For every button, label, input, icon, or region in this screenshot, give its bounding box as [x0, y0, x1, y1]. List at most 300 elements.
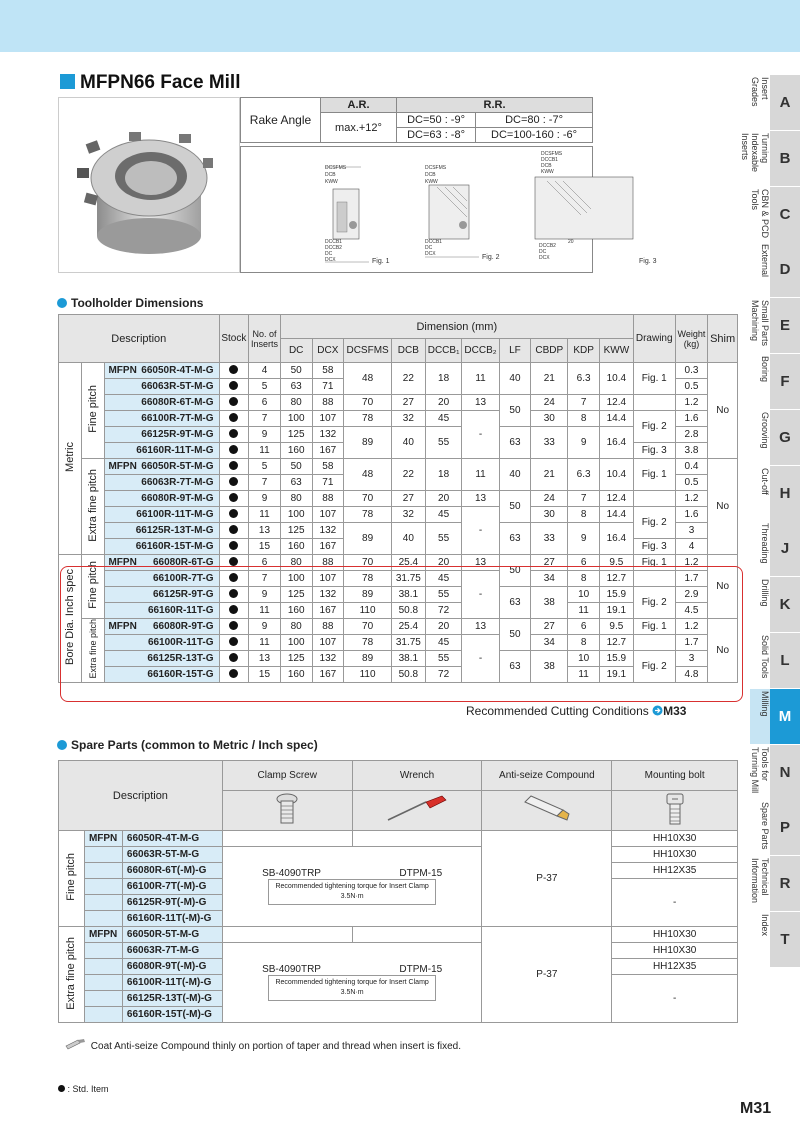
- fig3-label: KWW: [541, 169, 554, 175]
- table-row: [59, 619, 738, 635]
- fig2-label: DCSFMS: [425, 165, 447, 171]
- col-dcb: DCB: [391, 339, 425, 363]
- item-code: 66160R-15T-G: [105, 667, 219, 683]
- stock-indicator: [219, 475, 249, 491]
- group-label: Extra fine pitch: [88, 619, 99, 679]
- std-item-icon: [229, 413, 238, 422]
- screw-code: SB-4090TRP: [262, 964, 321, 975]
- clamp-screw-cell: [222, 847, 482, 927]
- dimension-value: 12.7: [599, 635, 633, 651]
- ar-value: max.+12°: [321, 113, 397, 143]
- dcx-value: 167: [312, 603, 344, 619]
- bullet-icon: [57, 740, 67, 750]
- group-inch: [59, 555, 82, 683]
- side-tab-label: Tools for Turning Mill: [750, 746, 770, 793]
- dimension-value: 13: [462, 555, 499, 571]
- std-item-icon: [229, 621, 238, 630]
- dimension-value: 22: [391, 459, 425, 491]
- weight-value: 4.8: [675, 667, 708, 683]
- stock-indicator: [219, 427, 249, 443]
- item-code: 66100R-7T-M-G: [105, 411, 219, 427]
- dimension-value: 10: [568, 587, 600, 603]
- side-tab-m[interactable]: [750, 689, 800, 745]
- group-label: Fine pitch: [87, 561, 100, 609]
- legend: [58, 1084, 109, 1094]
- side-tab-b[interactable]: [740, 131, 800, 187]
- title-marker-icon: [60, 74, 75, 89]
- dimension-value: 50: [499, 555, 531, 587]
- spare-section-title: [57, 738, 318, 752]
- dimension-value: 14.4: [599, 411, 633, 427]
- side-tab-a[interactable]: [750, 75, 800, 131]
- dimension-value: 38: [531, 651, 568, 683]
- col-shim: Shim: [708, 315, 738, 363]
- dcx-value: 167: [312, 539, 344, 555]
- dc-value: 100: [280, 411, 312, 427]
- side-tab-label: Technical Information: [750, 858, 770, 904]
- rr-value: DC=100-160 : -6°: [476, 128, 593, 143]
- recommended-ref: M33: [663, 704, 687, 718]
- dimension-value: 50: [499, 619, 531, 651]
- dimension-value: 78: [344, 411, 392, 427]
- dimension-value: 18: [425, 459, 462, 491]
- table-row: [59, 847, 738, 863]
- dimension-value: 45: [425, 635, 462, 651]
- side-tab-label: Cut-off: [760, 467, 770, 495]
- side-tab-l[interactable]: [750, 633, 800, 689]
- std-item-icon: [58, 1085, 65, 1092]
- fig1-label: DCX: [325, 257, 336, 263]
- item-code: 66160R-15T-M-G: [105, 539, 219, 555]
- dimension-value: 63: [499, 427, 531, 459]
- dc-value: 125: [280, 587, 312, 603]
- bolt-value: HH10X30: [612, 847, 738, 863]
- side-tab-p[interactable]: [750, 800, 800, 856]
- dimension-value: 10: [568, 651, 600, 667]
- dimension-value: 45: [425, 507, 462, 523]
- fig3-label: DCCB1: [541, 157, 558, 163]
- dimension-value: 34: [531, 571, 568, 587]
- dimension-value: 63: [499, 587, 531, 619]
- rake-angle-table: [240, 97, 593, 143]
- table-row: [59, 943, 738, 959]
- col-dccb1: DCCB₁: [425, 339, 462, 363]
- std-item-icon: [229, 669, 238, 678]
- torque-text: Recommended tightening torque for Insert Clamp: [275, 979, 429, 986]
- side-tab-letter: P: [770, 800, 800, 855]
- stock-indicator: [219, 443, 249, 459]
- clamp-screw-icon: [222, 791, 352, 831]
- dimension-value: 20: [425, 395, 462, 411]
- series-prefix-empty: [84, 879, 122, 895]
- item-code: 66063R-5T-M-G: [105, 379, 219, 395]
- side-tab-n[interactable]: [750, 745, 800, 801]
- weight-value: 0.5: [675, 379, 708, 395]
- item-code: 66063R-7T-M-G: [122, 943, 222, 959]
- bolt-value: -: [612, 975, 738, 1023]
- wrench-empty: [352, 831, 482, 847]
- item-code: [105, 555, 219, 571]
- dimension-value: 25.4: [391, 619, 425, 635]
- dimension-value: 40: [391, 523, 425, 555]
- dcx-value: 132: [312, 651, 344, 667]
- code-text: 66080R-6T-G: [152, 557, 214, 568]
- dccb2-value: -: [462, 635, 499, 683]
- weight-value: 1.6: [675, 411, 708, 427]
- inserts-count: 6: [249, 555, 281, 571]
- side-tab-label: Small Parts Machining: [750, 300, 770, 347]
- arrow-circle-icon: [652, 705, 663, 716]
- compound-code: P-37: [536, 873, 558, 884]
- inserts-count: 9: [249, 491, 281, 507]
- weight-value: 0.5: [675, 475, 708, 491]
- dcx-value: 58: [312, 459, 344, 475]
- dc-value: 100: [280, 571, 312, 587]
- clamp-screw-cell: [222, 943, 482, 1023]
- dc-value: 160: [280, 603, 312, 619]
- torque-text: Recommended tightening torque for Insert Clamp: [275, 883, 429, 890]
- dc-value: 100: [280, 507, 312, 523]
- section-label: Spare Parts (common to Metric / Inch spec): [71, 738, 318, 752]
- face-mill-icon: [59, 98, 239, 272]
- compound-cell: [482, 831, 612, 927]
- dc-value: 160: [280, 667, 312, 683]
- inserts-count: 15: [249, 667, 281, 683]
- ar-header: A.R.: [321, 98, 397, 113]
- inserts-count: 5: [249, 379, 281, 395]
- group-label: Metric: [64, 442, 77, 472]
- bolt-value: HH10X30: [612, 943, 738, 959]
- series-prefix: MFPN: [84, 927, 122, 943]
- side-tab-letter: K: [770, 577, 800, 632]
- item-code: 66080R-9T(-M)-G: [122, 959, 222, 975]
- drawing-ref: Fig. 1: [633, 555, 675, 571]
- dcx-value: 58: [312, 363, 344, 379]
- dcx-value: 88: [312, 395, 344, 411]
- drawing-ref: Fig. 1: [633, 363, 675, 395]
- title-text: MFPN66 Face Mill: [80, 72, 241, 93]
- dc-value: 63: [280, 475, 312, 491]
- inserts-count: 13: [249, 651, 281, 667]
- drawing-ref: [633, 395, 675, 411]
- dimension-value: 45: [425, 571, 462, 587]
- dcx-value: 132: [312, 587, 344, 603]
- col-description: Description: [59, 315, 220, 363]
- stock-indicator: [219, 507, 249, 523]
- item-code: 66080R-6T(-M)-G: [122, 863, 222, 879]
- code-text: 66050R-4T-M-G: [141, 365, 214, 376]
- page-number: M31: [740, 1100, 772, 1117]
- col-drawing: Drawing: [633, 315, 675, 363]
- legend-text: : Std. Item: [67, 1084, 109, 1094]
- std-item-icon: [229, 541, 238, 550]
- toolholder-section-title: [57, 296, 203, 310]
- weight-value: 4: [675, 539, 708, 555]
- dimension-value: 32: [391, 411, 425, 427]
- dc-value: 125: [280, 651, 312, 667]
- fig1-label: DCSFMS: [325, 165, 347, 171]
- col-lf: LF: [499, 339, 531, 363]
- side-tab-r[interactable]: [750, 856, 800, 912]
- wrench-empty: [352, 927, 482, 943]
- weight-value: 1.2: [675, 555, 708, 571]
- weight-value: 3: [675, 651, 708, 667]
- dimension-value: 9.5: [599, 555, 633, 571]
- spare-group: [59, 927, 85, 1023]
- dcx-value: 167: [312, 667, 344, 683]
- col-weight: Weight (kg): [675, 315, 708, 363]
- stock-indicator: [219, 651, 249, 667]
- fig1-label: KWW: [325, 179, 338, 185]
- dimension-value: 50.8: [391, 603, 425, 619]
- series-prefix-empty: [84, 895, 122, 911]
- col-description: Description: [59, 761, 223, 831]
- dimension-value: 55: [425, 587, 462, 603]
- dimension-value: 33: [531, 427, 568, 459]
- dimension-value: 31.75: [391, 571, 425, 587]
- shim-value: No: [708, 619, 738, 683]
- side-tab-label: Threading: [760, 523, 770, 564]
- dimension-value: 24: [531, 491, 568, 507]
- side-tab-label: Spare Parts: [760, 802, 770, 850]
- stock-indicator: [219, 459, 249, 475]
- table-row: [59, 927, 738, 943]
- dc-value: 125: [280, 523, 312, 539]
- dimension-value: 40: [499, 459, 531, 491]
- dc-value: 80: [280, 619, 312, 635]
- dimension-value: 70: [344, 619, 392, 635]
- dimension-value: 27: [531, 555, 568, 571]
- item-code: 66050R-4T-M-G: [122, 831, 222, 847]
- dimension-value: 78: [344, 635, 392, 651]
- note-text: Coat Anti-seize Compound thinly on portion of taper and thread when insert is fixed.: [90, 1041, 461, 1052]
- drawing-ref: Fig. 3: [633, 539, 675, 555]
- code-text: 66080R-9T-G: [152, 621, 214, 632]
- drawing-ref: Fig. 2: [633, 507, 675, 539]
- side-tab-label: Insert Grades: [750, 77, 770, 107]
- dccb2-value: -: [462, 507, 499, 555]
- item-code: [105, 363, 219, 379]
- drawing-ref: Fig. 2: [633, 587, 675, 619]
- fig3-label: DC: [539, 249, 547, 255]
- dimension-value: 6: [568, 555, 600, 571]
- fig3-label: DCCB2: [539, 243, 556, 249]
- weight-value: 0.4: [675, 459, 708, 475]
- mounting-bolt-icon: [612, 791, 738, 831]
- dimension-value: 11: [568, 667, 600, 683]
- item-code: 66160R-11T-G: [105, 603, 219, 619]
- stock-indicator: [219, 395, 249, 411]
- side-tab-letter: G: [770, 410, 800, 465]
- std-item-icon: [229, 365, 238, 374]
- group-label: Extra fine pitch: [65, 936, 78, 1010]
- std-item-icon: [229, 637, 238, 646]
- dimension-value: 20: [425, 619, 462, 635]
- dimension-value: 9: [568, 523, 600, 555]
- dimension-value: 21: [531, 363, 568, 395]
- torque-value: 3.5N·m: [340, 893, 364, 900]
- series-prefix-empty: [84, 975, 122, 991]
- side-tab-f[interactable]: [750, 354, 800, 410]
- dimension-value: 27: [391, 395, 425, 411]
- side-index-tabs: [740, 75, 800, 968]
- note: [64, 1038, 461, 1052]
- col-kww: KWW: [599, 339, 633, 363]
- fig2-label: DCCB1: [425, 239, 442, 245]
- dimension-value: 8: [568, 571, 600, 587]
- dcx-value: 132: [312, 427, 344, 443]
- fig3-caption: Fig. 3: [639, 258, 657, 265]
- side-tab-letter: N: [770, 745, 800, 800]
- std-item-icon: [229, 525, 238, 534]
- dimension-value: 9.5: [599, 619, 633, 635]
- fig2-label: DCX: [425, 251, 436, 257]
- dimension-value: 45: [425, 411, 462, 427]
- inserts-count: 13: [249, 523, 281, 539]
- group-label: Fine pitch: [87, 385, 100, 433]
- item-code: 66125R-13T(-M)-G: [122, 991, 222, 1007]
- dimension-value: 27: [391, 491, 425, 507]
- table-row: [59, 651, 738, 667]
- side-tab-label: Grooving: [760, 411, 770, 449]
- side-tab-label: Solid Tools: [760, 634, 770, 679]
- side-tab-letter: T: [770, 912, 800, 967]
- table-row: [59, 635, 738, 651]
- dimension-value: 70: [344, 555, 392, 571]
- side-tab-letter: R: [770, 856, 800, 911]
- dimension-value: 25.4: [391, 555, 425, 571]
- series-prefix: MFPN: [108, 365, 137, 376]
- dcx-value: 167: [312, 443, 344, 459]
- inserts-count: 7: [249, 475, 281, 491]
- side-tab-d[interactable]: [750, 242, 800, 298]
- dimension-value: 13: [462, 491, 499, 507]
- dimension-value: 48: [344, 363, 392, 395]
- col-antiseize: Anti-seize Compound: [482, 761, 612, 791]
- dimension-value: 16.4: [599, 427, 633, 459]
- dimension-value: 15.9: [599, 587, 633, 603]
- dccb2-value: -: [462, 411, 499, 459]
- series-prefix-empty: [84, 943, 122, 959]
- col-bolt: Mounting bolt: [612, 761, 738, 791]
- table-row: [59, 831, 738, 847]
- dcx-value: 71: [312, 379, 344, 395]
- series-prefix-empty: [84, 911, 122, 927]
- dimension-value: 40: [499, 363, 531, 395]
- inserts-count: 11: [249, 507, 281, 523]
- fig3-label: DCSFMS: [541, 151, 563, 157]
- col-cbdp: CBDP: [531, 339, 568, 363]
- dcx-value: 107: [312, 507, 344, 523]
- dimension-value: 38: [531, 587, 568, 619]
- dimension-value: 22: [391, 363, 425, 395]
- stock-indicator: [219, 667, 249, 683]
- dimension-value: 70: [344, 395, 392, 411]
- dimension-value: 63: [499, 651, 531, 683]
- screw-code: SB-4090TRP: [262, 868, 321, 879]
- side-tab-label: Index: [760, 913, 770, 936]
- stock-indicator: [219, 555, 249, 571]
- series-prefix: MFPN: [108, 461, 137, 472]
- side-tab-k[interactable]: [750, 577, 800, 633]
- dc-value: 80: [280, 395, 312, 411]
- dimension-value: 55: [425, 523, 462, 555]
- dimension-value: 6.3: [568, 459, 600, 491]
- side-tab-e[interactable]: [750, 298, 800, 354]
- dimension-value: 12.7: [599, 571, 633, 587]
- drawing-ref: Fig. 2: [633, 411, 675, 443]
- side-tab-t[interactable]: [750, 912, 800, 968]
- dimension-value: 7: [568, 491, 600, 507]
- group-extra-fine: [82, 619, 105, 683]
- dimension-value: 15.9: [599, 651, 633, 667]
- item-code: 66080R-9T-M-G: [105, 491, 219, 507]
- series-prefix-empty: [84, 959, 122, 975]
- wrench-icon: [352, 791, 482, 831]
- weight-value: 1.7: [675, 635, 708, 651]
- item-code: 66160R-11T(-M)-G: [122, 911, 222, 927]
- side-tab-letter: C: [770, 187, 800, 242]
- side-tab-h[interactable]: [750, 466, 800, 522]
- dimension-value: 70: [344, 491, 392, 507]
- dimension-value: 19.1: [599, 603, 633, 619]
- dimension-value: 89: [344, 651, 392, 667]
- recommended-link[interactable]: [466, 704, 686, 718]
- shim-value: No: [708, 555, 738, 619]
- table-row: [59, 507, 738, 523]
- side-tab-g[interactable]: [750, 410, 800, 466]
- item-code: 66100R-11T-M-G: [105, 507, 219, 523]
- col-dccb2: DCCB₂: [462, 339, 499, 363]
- side-tab-letter: F: [770, 354, 800, 409]
- dimension-value: 13: [462, 395, 499, 411]
- std-item-icon: [229, 445, 238, 454]
- dimension-value: 55: [425, 427, 462, 459]
- series-prefix-empty: [84, 991, 122, 1007]
- dimension-value: 21: [531, 459, 568, 491]
- inserts-count: 6: [249, 395, 281, 411]
- fig2-label: KWW: [425, 179, 438, 185]
- std-item-icon: [229, 589, 238, 598]
- dimension-value: 6: [568, 619, 600, 635]
- col-dcx: DCX: [312, 339, 344, 363]
- side-tab-j[interactable]: [750, 521, 800, 577]
- std-item-icon: [229, 557, 238, 566]
- inserts-count: 5: [249, 459, 281, 475]
- weight-value: 4.5: [675, 603, 708, 619]
- product-image: [58, 97, 240, 273]
- fig3-label: DCX: [539, 255, 550, 261]
- weight-value: 1.7: [675, 571, 708, 587]
- item-code: 66125R-13T-M-G: [105, 523, 219, 539]
- drawing-ref: Fig. 1: [633, 459, 675, 491]
- side-tab-c[interactable]: [750, 187, 800, 243]
- side-tab-letter: B: [770, 131, 800, 186]
- recommended-text: Recommended Cutting Conditions: [466, 704, 649, 718]
- inserts-count: 9: [249, 427, 281, 443]
- drawing-ref: [633, 635, 675, 651]
- rr-value: DC=50 : -9°: [397, 113, 476, 128]
- item-code: 66063R-7T-M-G: [105, 475, 219, 491]
- dcx-value: 88: [312, 491, 344, 507]
- dimension-value: 63: [499, 523, 531, 555]
- weight-value: 1.2: [675, 395, 708, 411]
- side-tab-label: Milling: [760, 690, 770, 717]
- series-prefix: MFPN: [108, 621, 137, 632]
- weight-value: 2.9: [675, 587, 708, 603]
- dc-value: 100: [280, 635, 312, 651]
- fig3-drawing: [535, 151, 657, 265]
